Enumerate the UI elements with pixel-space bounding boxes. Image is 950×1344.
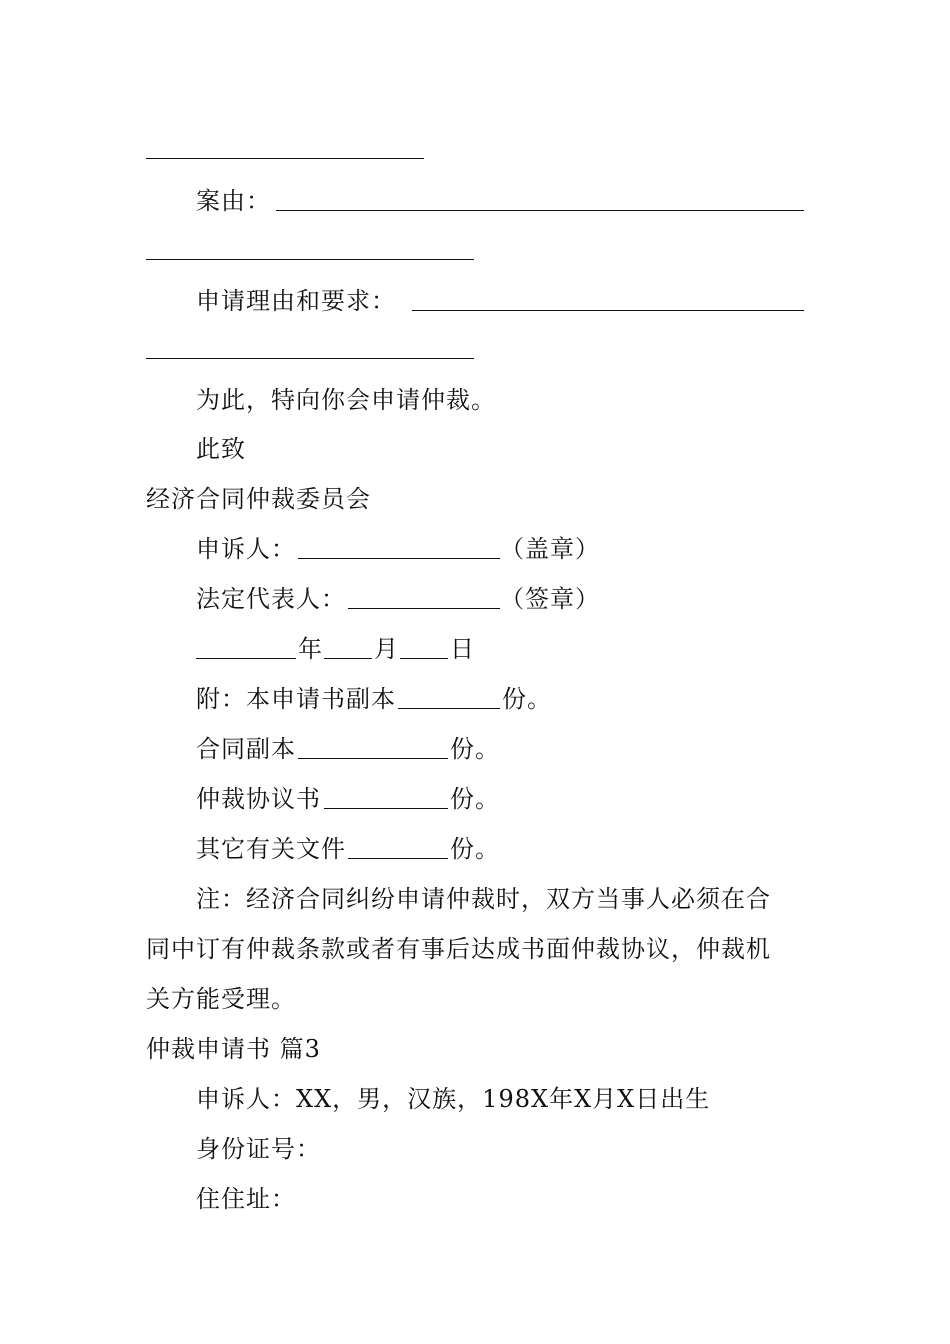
- salutation-text: 此致: [196, 435, 246, 463]
- legal-rep-seal: （签章）: [500, 585, 600, 613]
- blank-line: [348, 608, 500, 609]
- blank-line: [400, 658, 448, 659]
- note-line-2: 同中订有仲裁条款或者有事后达成书面仲裁协议，仲裁机: [146, 935, 771, 963]
- id-number-label: 身份证号：: [196, 1135, 321, 1163]
- statement-text: 为此，特向你会申请仲裁。: [196, 386, 496, 414]
- blank-line: [276, 210, 804, 211]
- copy-unit: 份。: [450, 785, 500, 813]
- blank-line: [298, 758, 448, 759]
- copy-unit: 份。: [502, 685, 552, 713]
- blank-line: [146, 358, 474, 359]
- recipient-text: 经济合同仲裁委员会: [146, 485, 371, 513]
- blank-line: [398, 708, 500, 709]
- copy-unit: 份。: [450, 835, 500, 863]
- blank-line: [324, 808, 448, 809]
- section-title: 仲裁申请书 篇3: [146, 1035, 321, 1063]
- case-cause-label: 案由：: [196, 187, 271, 215]
- complainant-info: 申诉人：XX，男，汉族，198X年X月X日出生: [196, 1085, 711, 1113]
- attachment-application-copy: 附：本申请书副本: [196, 685, 396, 713]
- attachment-other-documents: 其它有关文件: [196, 835, 346, 863]
- attachment-arbitration-agreement: 仲裁协议书: [196, 785, 321, 813]
- blank-line: [146, 259, 474, 260]
- blank-line: [324, 658, 372, 659]
- blank-line: [298, 558, 500, 559]
- complainant-seal: （盖章）: [500, 535, 600, 563]
- date-year: 年: [298, 635, 323, 663]
- note-line-1: 注：经济合同纠纷申请仲裁时，双方当事人必须在合: [196, 885, 771, 913]
- note-line-3: 关方能受理。: [146, 985, 296, 1013]
- attachment-contract-copy: 合同副本: [196, 735, 296, 763]
- blank-line: [196, 658, 296, 659]
- copy-unit: 份。: [450, 735, 500, 763]
- date-month: 月: [374, 635, 399, 663]
- blank-line: [348, 858, 448, 859]
- blank-line: [412, 310, 804, 311]
- complainant-label: 申诉人：: [196, 535, 296, 563]
- date-day: 日: [450, 635, 475, 663]
- legal-rep-label: 法定代表人：: [196, 585, 346, 613]
- request-reasons-label: 申请理由和要求：: [196, 287, 396, 315]
- address-label: 住住址：: [196, 1185, 296, 1213]
- blank-line: [146, 158, 424, 159]
